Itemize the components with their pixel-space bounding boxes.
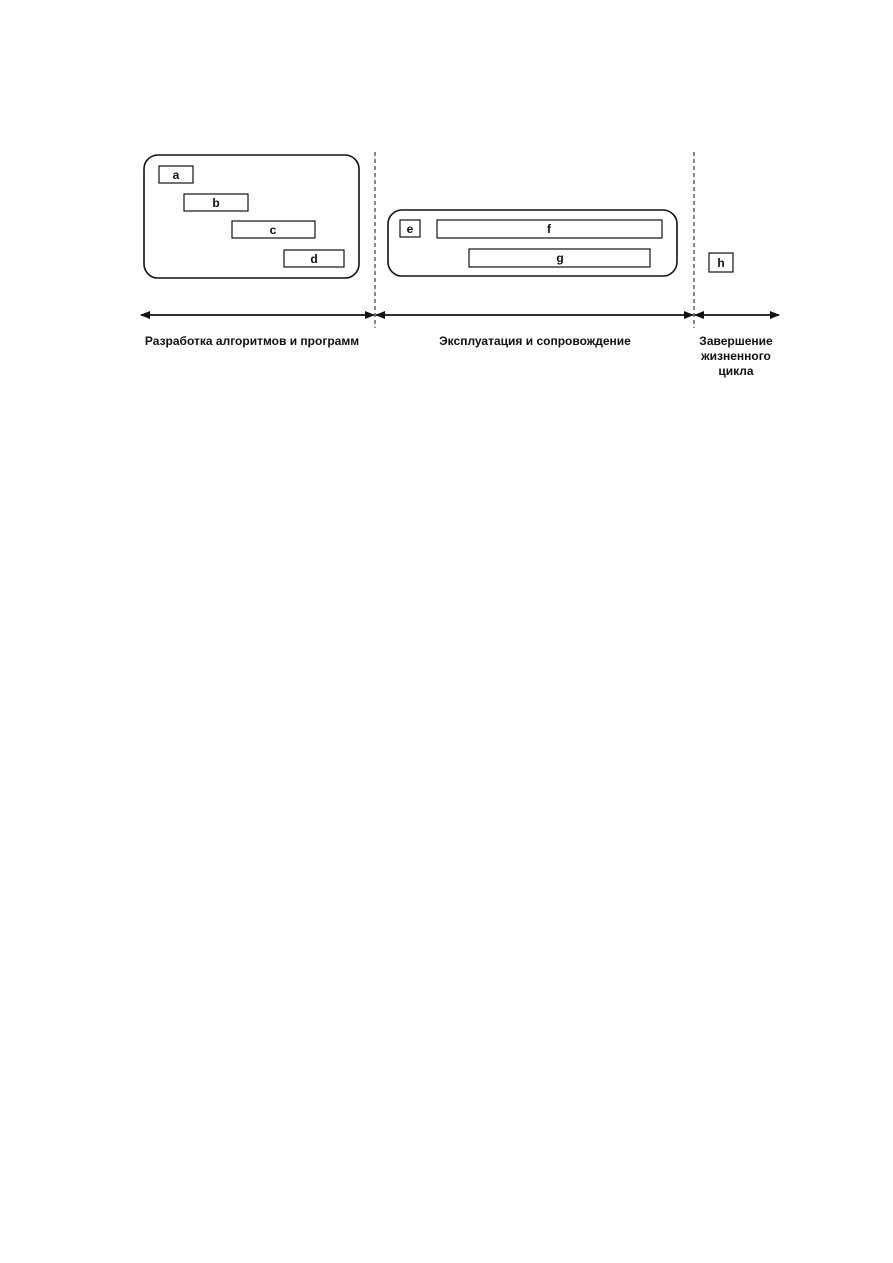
stage-e	[400, 220, 420, 237]
stage-d	[284, 250, 344, 267]
stage-c	[232, 221, 315, 238]
phase-label-development: Разработка алгоритмов и программ	[144, 334, 360, 348]
phase-label-operation: Эксплуатация и сопровождение	[439, 334, 631, 348]
stage-d-label: d	[310, 252, 318, 266]
stage-e-label: e	[406, 222, 414, 236]
stage-b	[184, 194, 248, 211]
stage-h-label: h	[717, 256, 725, 270]
stage-g	[469, 249, 650, 267]
stage-a	[159, 166, 193, 183]
stage-c-label: c	[269, 223, 277, 237]
stage-h	[709, 253, 733, 272]
stage-b-label: b	[212, 196, 220, 210]
stage-f-label: f	[547, 222, 551, 236]
stage-f	[437, 220, 662, 238]
stage-g-label: g	[556, 251, 564, 265]
phase-label-end: Завершение жизненного цикла	[699, 334, 773, 378]
stage-a-label: a	[172, 168, 180, 182]
